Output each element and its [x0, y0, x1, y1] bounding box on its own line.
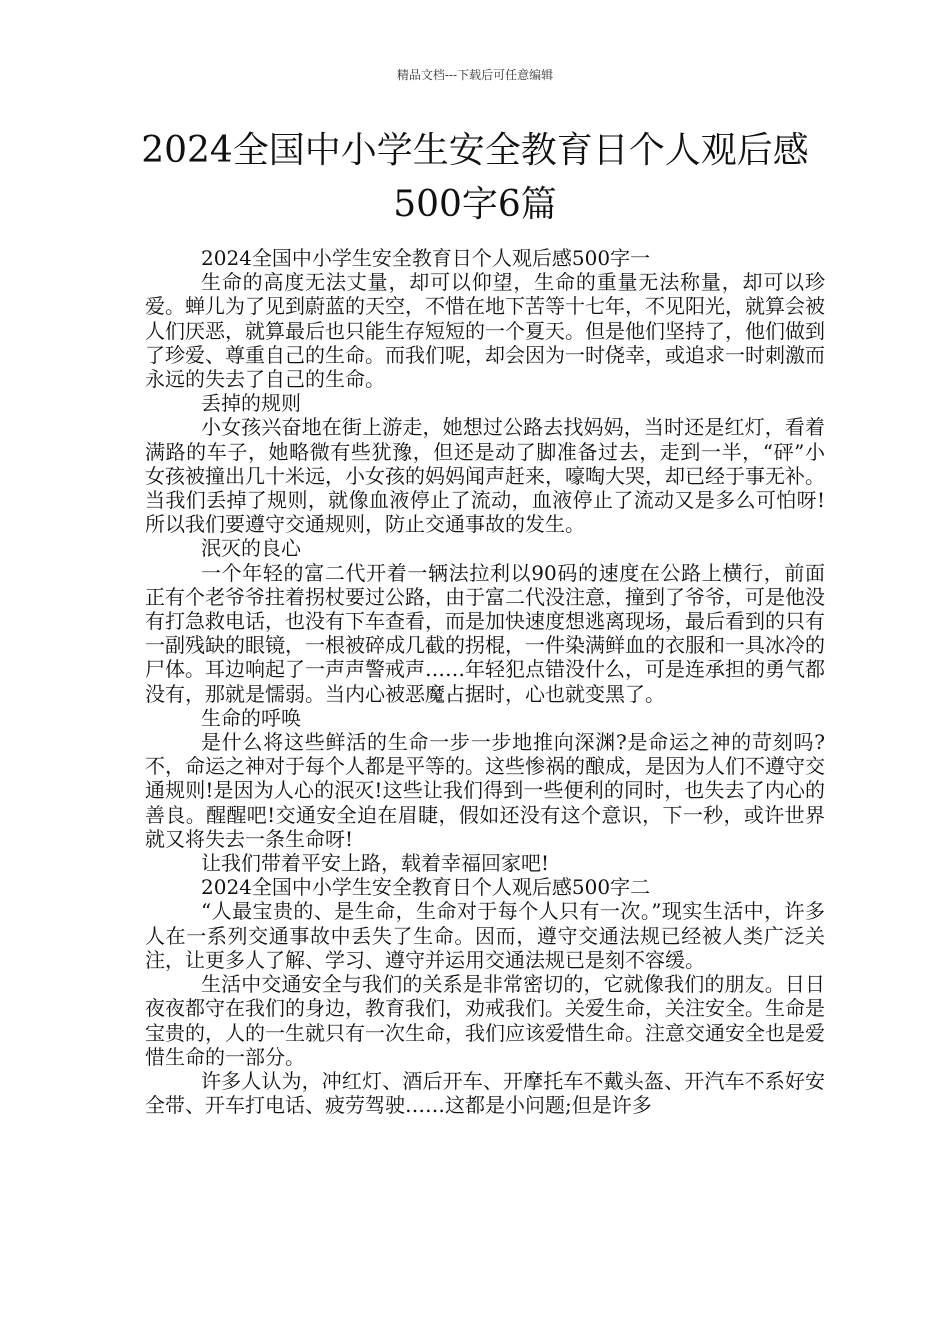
paragraph: “人最宝贵的、是生命，生命对于每个人只有一次。”现实生活中，许多人在一系列交通事故中丢失了生命。因而，遵守交通法规已经被人类广泛关注，让更多人了解、学习、遵守并运用交通法规已是刻不容缓。 — [145, 899, 825, 972]
title-line-1: 2024全国中小学生安全教育日个人观后感 — [141, 130, 809, 171]
document-title — [60, 124, 890, 232]
paragraph: 一个年轻的富二代开着一辆法拉利以90码的速度在公路上横行，前面正有个老爷爷拄着拐杖要过公路，由于富二代没注意，撞到了爷爷，可是他没有打急救电话，也没有下车查看，而是加快速度想逃离现场，最后看到的只有一副残缺的眼镜，一根被碎成几截的拐棍，一件染满鲜血的衣服和一具冰冷的尸体。耳边响起了一声声警戒声……年轻犯点错没什么，可是连承担的勇气都没有，那就是懦弱。当内心被恶魔占据时，心也就变黑了。 — [145, 560, 825, 706]
subheading: 泯灭的良心 — [201, 536, 301, 561]
paragraph: 许多人认为，冲红灯、酒后开车、开摩托车不戴头盔、开汽车不系好安全带、开车打电话、疲劳驾驶……这都是小问题;但是许多 — [145, 1068, 825, 1118]
page-header: 精品文档---下载后可任意编辑 — [396, 68, 554, 82]
paragraph: 是什么将这些鲜活的生命一步一步地推向深渊?是命运之神的苛刻吗?不，命运之神对于每个人都是平等的。这些惨祸的酿成，是因为人们不遵守交通规则!是因为人心的泯灭!这些让我们得到一些便利的同时，也失去了内心的善良。醒醒吧!交通安全迫在眉睫，假如还没有这个意识，下一秒，或许世界就又将失去一条生命呀! — [145, 730, 825, 851]
section-heading: 2024全国中小学生安全教育日个人观后感500字一 — [201, 246, 651, 270]
paragraph: 生命的高度无法丈量，却可以仰望，生命的重量无法称量，却可以珍爱。蝉儿为了见到蔚蓝的天空，不惜在地下苦等十七年，不见阳光，就算会被人们厌恶，就算最后也只能生存短短的一个夏天。但是他们坚持了，他们做到了珍爱、尊重自己的生命。而我们呢，却会因为一时侥幸，或追求一时刺激而永远的失去了自己的生命。 — [145, 270, 825, 392]
paragraph: 小女孩兴奋地在街上游走，她想过公路去找妈妈，当时还是红灯，看着满路的车子，她略微有些犹豫，但还是动了脚准备过去，走到一半，“砰”小女孩被撞出几十米远，小女孩的妈妈闻声赶来，嚎啕大哭，却已经于事无补。当我们丢掉了规则，就像血液停止了流动，血液停止了流动又是多么可怕呀!所以我们要遵守交通规则，防止交通事故的发生。 — [145, 415, 825, 537]
subheading: 丢掉的规则 — [201, 391, 301, 416]
subheading: 生命的呼唤 — [201, 705, 301, 730]
document-body — [145, 246, 825, 1117]
section-heading: 2024全国中小学生安全教育日个人观后感500字二 — [201, 875, 651, 900]
paragraph: 生活中交通安全与我们的关系是非常密切的，它就像我们的朋友。日日夜夜都守在我们的身边，教育我们，劝戒我们。关爱生命，关注安全。生命是宝贵的，人的一生就只有一次生命，我们应该爱惜生命。注意交通安全也是爱惜生命的一部分。 — [145, 972, 825, 1069]
paragraph: 让我们带着平安上路，载着幸福回家吧! — [201, 851, 550, 876]
title-line-2: 500字6篇 — [393, 184, 557, 225]
